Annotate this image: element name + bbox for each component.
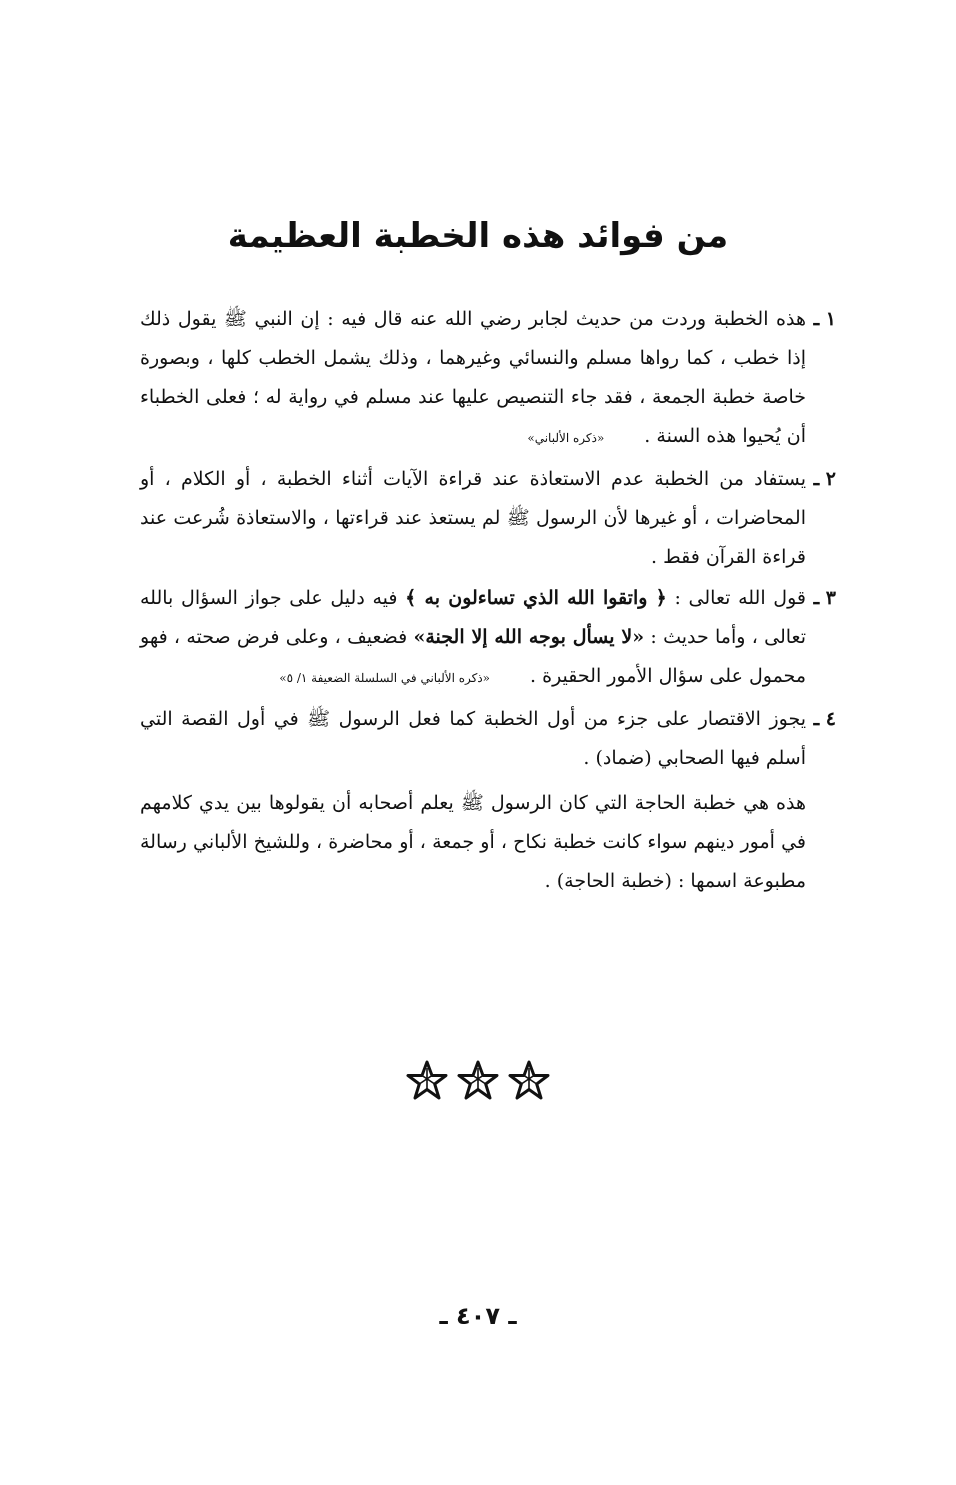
item-text-body: هذه الخطبة وردت من حديث لجابر رضي الله عنه قال فيه : إن النبي ﷺ يقول ذلك إذا خطب ، كما رواها مسلم والنسائي وغيرهما ، وذلك يشمل الخطب كلها ، وبصورة خاصة خطبة الجمعة ، فقد جاء التنصيص عليها عند مسلم في رواية له ؛ فعلى الخطباء أن يُحيوا هذه السنة . — [140, 308, 806, 447]
benefits-list — [140, 300, 836, 901]
item-number: ١ ـ — [813, 308, 836, 330]
item-text — [140, 579, 806, 698]
item-text: يجوز الاقتصار على جزء من أول الخطبة كما فعل الرسول ﷺ في أول القصة التي أسلم فيها الصحابي (ضماد) . — [140, 708, 806, 769]
stars-ornament — [0, 1060, 956, 1106]
item-number: ٤ ـ — [813, 708, 836, 730]
star-ornament-icon — [508, 1060, 550, 1102]
item-text: يستفاد من الخطبة عدم الاستعاذة عند قراءة الآيات أثناء الخطبة ، أو الكلام ، أو المحاضرات ، أو غيرها لأن الرسول ﷺ لم يستعذ عند قراءتها ، والاستعاذة شُرعت عند قراءة القرآن فقط . — [140, 468, 806, 568]
benefit-item-4 — [140, 700, 836, 778]
item-text-after: فضعيف ، وعلى فرض صحته ، فهو محمول على سؤال الأمور الحقيرة . — [140, 626, 806, 687]
item-text-before: قول الله تعالى : — [674, 587, 806, 609]
page-number: ـ ٤٠٧ ـ — [439, 1302, 517, 1330]
item-number: ٢ ـ — [813, 468, 836, 490]
quran-quote: ﴿ واتقوا الله الذي تساءلون به ﴾ — [405, 587, 667, 609]
source-note: «ذكره الألباني» — [527, 431, 605, 445]
benefit-item-3 — [140, 579, 836, 698]
benefit-item-1 — [140, 300, 836, 458]
benefit-item-2 — [140, 460, 836, 577]
star-ornament-icon — [457, 1060, 499, 1102]
item-number: ٣ ـ — [813, 587, 836, 609]
hadith-quote: «لا يسأل بوجه الله إلا الجنة» — [413, 626, 645, 648]
page-title: من فوائد هذه الخطبة العظيمة — [227, 216, 729, 256]
star-ornament-icon — [406, 1060, 448, 1102]
closing-paragraph: هذه هي خطبة الحاجة التي كان الرسول ﷺ يعلم أصحابه أن يقولوها بين يدي كلامهم في أمور دينهم سواء كانت خطبة نكاح ، أو جمعة ، أو محاضرة ، وللشيخ الألباني رسالة مطبوعة اسمها : (خطبة الحاجة) . — [140, 792, 806, 892]
source-note: «ذكره الألباني في السلسلة الضعيفة ١/ ٥» — [279, 671, 491, 685]
item-text — [140, 300, 806, 458]
item-text-middle: فيه دليل على جواز السؤال بالله تعالى ، وأما حديث : — [140, 587, 806, 648]
